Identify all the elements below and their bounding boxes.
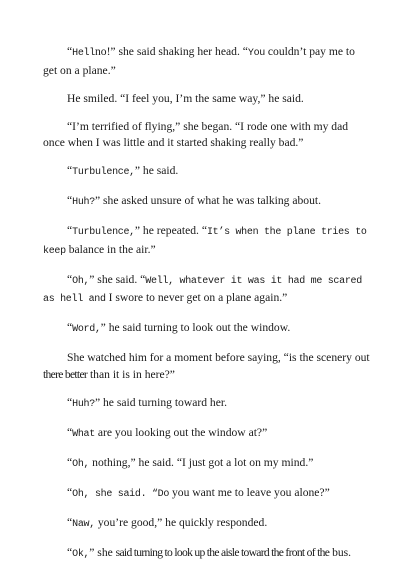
text-run: Turbulence, <box>72 227 135 238</box>
text-run: bus. <box>329 546 351 559</box>
text-run: “ <box>67 516 72 529</box>
text-run: Word, <box>72 324 101 335</box>
text-run: balance in the air.” <box>66 243 156 256</box>
paragraph <box>43 515 370 534</box>
paragraph <box>43 395 370 414</box>
text-run: “ <box>67 321 72 334</box>
text-run: are you looking out the window at?” <box>95 426 267 439</box>
text-run: there better <box>43 368 87 381</box>
text-run: Oh, she said. “Do <box>72 489 169 500</box>
paragraph <box>43 272 370 309</box>
text-run: It’s when the plane tries to keep <box>43 227 367 257</box>
paragraph <box>43 91 370 108</box>
text-run: ” she <box>89 546 115 559</box>
text-run: He smiled. “I feel you, I’m the same way,” he said. <box>67 92 304 105</box>
paragraph <box>43 320 370 339</box>
text-run: You <box>248 48 265 59</box>
text-run: Huh? <box>72 399 95 410</box>
paragraph <box>43 485 370 504</box>
text-run: ” he said turning toward her. <box>95 396 227 409</box>
text-run: Oh, <box>72 459 89 470</box>
text-run: Oh, <box>72 276 89 287</box>
body-text <box>43 44 370 563</box>
text-run: Huh? <box>72 197 95 208</box>
paragraph <box>43 425 370 444</box>
text-run: you’re good,” he quickly responded. <box>95 516 267 529</box>
text-run: “I’m terrified of flying,” she began. “I rode one with my dad once when I was little and it started shaking really bad.” <box>43 120 348 150</box>
paragraph <box>43 350 370 383</box>
text-run: Well, whatever it was it had me scared as hell and <box>43 276 362 306</box>
paragraph <box>43 223 370 260</box>
paragraph <box>43 545 370 563</box>
text-run: said turning to look up the aisle toward the front of the <box>116 546 330 559</box>
paragraph <box>43 119 370 152</box>
text-run: ” he repeated. “ <box>135 224 207 237</box>
paragraph <box>43 455 370 474</box>
text-run: I swore to never get on a plane again.” <box>106 291 288 304</box>
text-run: ” she said. “ <box>89 273 145 286</box>
text-run: Ok, <box>72 549 89 560</box>
text-run: ” she asked unsure of what he was talking about. <box>95 194 321 207</box>
text-run: Turbulence, <box>72 167 135 178</box>
paragraph <box>43 193 370 212</box>
text-run: Hell <box>72 48 95 59</box>
text-run: ” he said. <box>135 164 178 177</box>
text-run: She watched him for a moment before saying, “is the scenery out <box>67 351 370 364</box>
text-run: “ <box>67 426 72 439</box>
text-run: ” he said turning to look out the window. <box>101 321 291 334</box>
text-run: “ <box>67 273 72 286</box>
text-run: nothing,” he said. “I just got a lot on my mind.” <box>89 456 313 469</box>
text-run: no!” she said shaking her head. “ <box>95 45 248 58</box>
text-run: couldn’t pay me to get on a plane.” <box>43 45 355 77</box>
text-run: “ <box>67 45 72 58</box>
text-run: What <box>72 429 95 440</box>
text-run: “ <box>67 546 72 559</box>
text-run: “ <box>67 396 72 409</box>
paragraph <box>43 44 370 79</box>
paragraph <box>43 163 370 182</box>
text-run: “ <box>67 194 72 207</box>
text-run: “ <box>67 486 72 499</box>
text-run: you want me to leave you alone?” <box>169 486 330 499</box>
text-run: “ <box>67 224 72 237</box>
text-run: “ <box>67 456 72 469</box>
text-run: “ <box>67 164 72 177</box>
text-run: than it is in here?” <box>87 368 175 381</box>
text-run: Naw, <box>72 519 95 530</box>
